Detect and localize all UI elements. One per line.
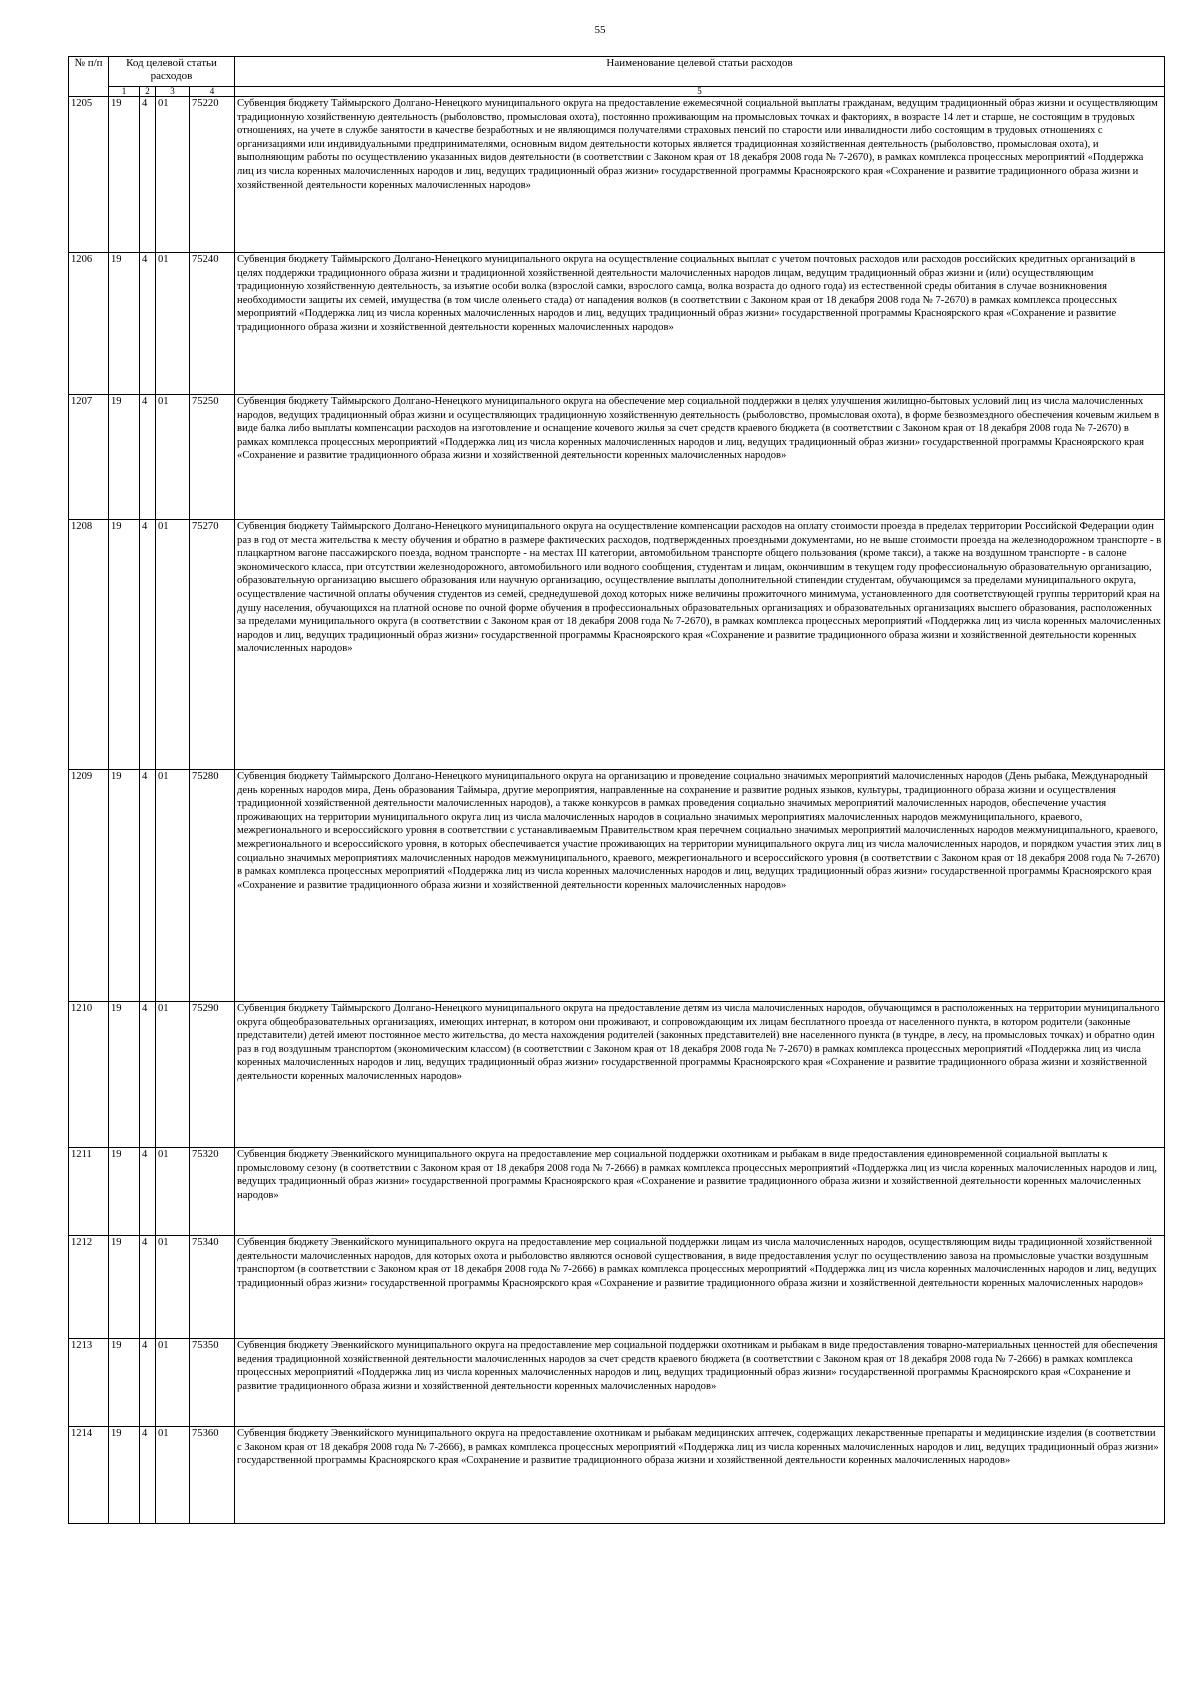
row-number: 1211	[69, 1148, 109, 1236]
row-code-c2: 4	[140, 1427, 156, 1524]
row-code-c3: 01	[156, 1148, 190, 1236]
row-code-c4: 75320	[190, 1148, 235, 1236]
row-description: Субвенция бюджету Таймырского Долгано-Ненецкого муниципального округа на осуществление социальных выплат с учетом почтовых расходов или расходов российских кредитных организаций в целях поддержки традиционного образа жизни и традиционной хозяйственной деятельности малочисленных народов лицам, ведущим традиционный образ жизни и (или) осуществляющим традиционную хозяйственную деятельность, за изъятие особи волка (взрослой самки, взрослого самца, волка возраста до одного года) из естественной среды обитания в случае возникновения необходимости защиты их семей, имущества (в том числе оленьего стада) от нападения волков (в соответствии с Законом края от 18 декабря 2008 года № 7-2670) в рамках комплекса процессных мероприятий «Поддержка лиц из числа коренных малочисленных народов и лиц, ведущих традиционный образ жизни» государственной программы Красноярского края «Сохранение и развитие традиционного образа жизни и хозяйственной деятельности коренных малочисленных народов»	[235, 253, 1165, 395]
table-row	[69, 253, 1165, 395]
row-code-c3: 01	[156, 770, 190, 1002]
header-num: № п/п	[69, 57, 109, 97]
row-code-c3: 01	[156, 1427, 190, 1524]
row-number: 1208	[69, 520, 109, 770]
row-code-c1: 19	[109, 97, 140, 253]
row-number: 1209	[69, 770, 109, 1002]
row-code-c1: 19	[109, 770, 140, 1002]
row-code-c3: 01	[156, 97, 190, 253]
row-code-c3: 01	[156, 1339, 190, 1427]
table-row	[69, 520, 1165, 770]
row-code-c1: 19	[109, 520, 140, 770]
row-code-c2: 4	[140, 253, 156, 395]
row-code-c2: 4	[140, 97, 156, 253]
row-code-c3: 01	[156, 395, 190, 520]
row-number: 1214	[69, 1427, 109, 1524]
row-description: Субвенция бюджету Таймырского Долгано-Ненецкого муниципального округа на организацию и проведение социально значимых мероприятий малочисленных народов (День рыбака, Международный день коренных народов мира, День образования Таймыра, другие мероприятия, направленные на сохранение и развитие родных языков, культуры, традиционного образа жизни и осуществления традиционной хозяйственной деятельности малочисленных народов), а также конкурсов в рамках проведения социально значимых мероприятий малочисленных народов, обеспечение участия проживающих на территории муниципального округа лиц из числа малочисленных народов в социально значимых мероприятиях малочисленных народов межмуниципального, краевого, межрегионального и всероссийского уровня в соответствии с устанавливаемым Правительством края перечнем социально значимых мероприятий малочисленных народов межмуниципального, краевого, межрегионального и всероссийского уровня, в которых обеспечивается участие проживающих на территории муниципального округа лиц из числа малочисленных народов, и порядком участия этих лиц в социально значимых мероприятиях малочисленных народов межмуниципального, краевого, межрегионального и всероссийского уровня (в соответствии с Законом края от 18 декабря 2008 года № 7-2670) в рамках комплекса процессных мероприятий «Поддержка лиц из числа коренных малочисленных народов и лиц, ведущих традиционный образ жизни» государственной программы Красноярского края «Сохранение и развитие традиционного образа жизни и хозяйственной деятельности коренных малочисленных народов»	[235, 770, 1165, 1002]
row-description: Субвенция бюджету Таймырского Долгано-Ненецкого муниципального округа на предоставление детям из числа малочисленных народов, обучающимся в расположенных на территории муниципального округа общеобразовательных организациях, имеющих интернат, в котором они проживают, и сопровождающим их лицам бесплатного проезда от населенного пункта, в котором родители (законные представители) детей имеют постоянное место жительства, до места нахождения родителей (законных представителей) вне населенного пункта (в тундре, в лесу, на промысловых точках) и обратно один раз в год воздушным транспортом (экономическим классом) (в соответствии с Законом края от 18 декабря 2008 года № 7-2670) в рамках комплекса процессных мероприятий «Поддержка лиц из числа коренных малочисленных народов и лиц, ведущих традиционный образ жизни» государственной программы Красноярского края «Сохранение и развитие традиционного образа жизни и хозяйственной деятельности коренных малочисленных народов»	[235, 1002, 1165, 1148]
row-number: 1213	[69, 1339, 109, 1427]
page-number: 55	[594, 24, 606, 36]
row-code-c2: 4	[140, 1148, 156, 1236]
row-code-c3: 01	[156, 1002, 190, 1148]
table-row	[69, 1002, 1165, 1148]
index-label: 2	[140, 87, 156, 97]
row-code-c4: 75250	[190, 395, 235, 520]
row-description: Субвенция бюджету Эвенкийского муниципального округа на предоставление охотникам и рыбакам медицинских аптечек, содержащих лекарственные препараты и медицинские изделия (в соответствии с Законом края от 18 декабря 2008 года № 7-2666), в рамках комплекса процессных мероприятий «Поддержка лиц из числа коренных малочисленных народов и лиц, ведущих традиционный образ жизни» государственной программы Красноярского края «Сохранение и развитие традиционного образа жизни и хозяйственной деятельности коренных малочисленных народов»	[235, 1427, 1165, 1524]
table-row	[69, 97, 1165, 253]
row-code-c1: 19	[109, 1002, 140, 1148]
row-description: Субвенция бюджету Таймырского Долгано-Ненецкого муниципального округа на предоставление ежемесячной социальной выплаты гражданам, ведущим традиционный образ жизни и осуществляющим традиционную хозяйственную деятельность (рыболовство, промысловая охота), постоянно проживающим на промысловых точках и факториях, в возрасте 14 лет и старше, не состоящим в трудовых отношениях, на учете в службе занятости в качестве безработных и не являющимся получателями страховых пенсий по старости или инвалидности либо состоящим в трудовых отношениях с организациями или индивидуальными предпринимателями, основным видом деятельности которых является традиционная хозяйственная деятельность (рыболовство, промысловая охота), и выполняющим работы по осуществлению указанных видов деятельности (в соответствии с Законом края от 18 декабря 2008 года № 7-2670), в рамках комплекса процессных мероприятий «Поддержка лиц из числа коренных малочисленных народов и лиц, ведущих традиционный образ жизни» государственной программы Красноярского края «Сохранение и развитие традиционного образа жизни и хозяйственной деятельности коренных малочисленных народов»	[235, 97, 1165, 253]
table-row	[69, 1236, 1165, 1339]
index-label: 4	[190, 87, 235, 97]
index-row	[69, 87, 1165, 97]
row-code-c3: 01	[156, 520, 190, 770]
header-code: Код целевой статьи расходов	[109, 57, 235, 87]
row-code-c1: 19	[109, 1339, 140, 1427]
row-description: Субвенция бюджету Эвенкийского муниципального округа на предоставление мер социальной поддержки охотникам и рыбакам в виде предоставления товарно-материальных ценностей для обеспечения ведения традиционной хозяйственной деятельности малочисленных народов за счет средств краевого бюджета (в соответствии с Законом края от 18 декабря 2008 года № 7-2666) в рамках комплекса процессных мероприятий «Поддержка лиц из числа коренных малочисленных народов и лиц, ведущих традиционный образ жизни» государственной программы Красноярского края «Сохранение и развитие традиционного образа жизни и хозяйственной деятельности коренных малочисленных народов»	[235, 1339, 1165, 1427]
row-code-c3: 01	[156, 253, 190, 395]
table-row	[69, 1427, 1165, 1524]
row-code-c1: 19	[109, 395, 140, 520]
row-description: Субвенция бюджету Таймырского Долгано-Ненецкого муниципального округа на осуществление компенсации расходов на оплату стоимости проезда в пределах территории Российской Федерации один раз в год от места жительства к месту обучения и обратно в размере фактических расходов, подтвержденных проездными документами, но не выше стоимости проезда на железнодорожном транспорте - в плацкартном вагоне пассажирского поезда, водном транспорте - на местах III категории, автомобильном транспорте общего пользования (кроме такси), а также на воздушном транспорте - в салоне экономического класса, при отсутствии железнодорожного, автомобильного или водного сообщения, студентам и лицам, окончившим в текущем году профессиональную образовательную организацию, образовательную организацию высшего образования или научную организацию, осуществление выплаты дополнительной стипендии студентам, обучающимся за пределами муниципального округа, осуществление частичной оплаты обучения студентов из семей, среднедушевой доход которых ниже величины прожиточного минимума, установленного для соответствующей группы территорий края на душу населения, обучающихся на платной основе по очной форме обучения в профессиональных образовательных организациях и образовательных организациях высшего образования, расположенных за пределами муниципального округа (в соответствии с Законом края от 18 декабря 2008 года № 7-2670), в рамках комплекса процессных мероприятий «Поддержка лиц из числа коренных малочисленных народов и лиц, ведущих традиционный образ жизни» государственной программы Красноярского края «Сохранение и развитие традиционного образа жизни и хозяйственной деятельности коренных малочисленных народов»	[235, 520, 1165, 770]
table-row	[69, 395, 1165, 520]
index-label: 3	[156, 87, 190, 97]
row-number: 1212	[69, 1236, 109, 1339]
row-number: 1207	[69, 395, 109, 520]
row-code-c4: 75360	[190, 1427, 235, 1524]
row-number: 1210	[69, 1002, 109, 1148]
row-number: 1205	[69, 97, 109, 253]
row-description: Субвенция бюджету Эвенкийского муниципального округа на предоставление мер социальной поддержки охотникам и рыбакам в виде предоставления единовременной социальной выплаты к промысловому сезону (в соответствии с Законом края от 18 декабря 2008 года № 7-2666) в рамках комплекса процессных мероприятий «Поддержка лиц из числа коренных малочисленных народов и лиц, ведущих традиционный образ жизни» государственной программы Красноярского края «Сохранение и развитие традиционного образа жизни и хозяйственной деятельности коренных малочисленных народов»	[235, 1148, 1165, 1236]
row-code-c4: 75340	[190, 1236, 235, 1339]
row-code-c2: 4	[140, 520, 156, 770]
budget-table	[68, 56, 1165, 1524]
table-row	[69, 1148, 1165, 1236]
row-code-c2: 4	[140, 1236, 156, 1339]
row-code-c1: 19	[109, 1427, 140, 1524]
index-label: 1	[109, 87, 140, 97]
row-code-c2: 4	[140, 395, 156, 520]
row-code-c4: 75290	[190, 1002, 235, 1148]
row-code-c2: 4	[140, 1002, 156, 1148]
row-description: Субвенция бюджету Эвенкийского муниципального округа на предоставление мер социальной поддержки лицам из числа малочисленных народов, осуществляющим виды традиционной хозяйственной деятельности малочисленных народов, для которых охота и рыболовство являются основой существования, в виде предоставления услуг по осуществлению завоза на промысловые участки воздушным транспортом (в соответствии с Законом края от 18 декабря 2008 года № 7-2666) в рамках комплекса процессных мероприятий «Поддержка лиц из числа коренных малочисленных народов и лиц, ведущих традиционный образ жизни» государственной программы Красноярского края «Сохранение и развитие традиционного образа жизни и хозяйственной деятельности коренных малочисленных народов»	[235, 1236, 1165, 1339]
row-code-c4: 75350	[190, 1339, 235, 1427]
row-code-c2: 4	[140, 1339, 156, 1427]
row-code-c1: 19	[109, 253, 140, 395]
table-row	[69, 770, 1165, 1002]
row-code-c4: 75270	[190, 520, 235, 770]
row-code-c4: 75280	[190, 770, 235, 1002]
row-code-c3: 01	[156, 1236, 190, 1339]
row-code-c1: 19	[109, 1148, 140, 1236]
row-code-c1: 19	[109, 1236, 140, 1339]
header-row	[69, 57, 1165, 87]
table-row	[69, 1339, 1165, 1427]
row-code-c2: 4	[140, 770, 156, 1002]
row-number: 1206	[69, 253, 109, 395]
row-code-c4: 75240	[190, 253, 235, 395]
header-name: Наименование целевой статьи расходов	[235, 57, 1165, 87]
row-description: Субвенция бюджету Таймырского Долгано-Ненецкого муниципального округа на обеспечение мер социальной поддержки в целях улучшения жилищно-бытовых условий лиц из числа малочисленных народов, ведущих традиционный образ жизни и осуществляющих традиционную хозяйственную деятельность (рыболовство, промысловая охота), в форме безвозмездного обеспечения кочевым жильем в виде балка либо выплаты компенсации расходов на изготовление и оснащение кочевого жилья за счет средств краевого бюджета (в соответствии с Законом края от 18 декабря 2008 года № 7-2670) в рамках комплекса процессных мероприятий «Поддержка лиц из числа коренных малочисленных народов и лиц, ведущих традиционный образ жизни» государственной программы Красноярского края «Сохранение и развитие традиционного образа жизни и хозяйственной деятельности коренных малочисленных народов»	[235, 395, 1165, 520]
row-code-c4: 75220	[190, 97, 235, 253]
index-label: 5	[235, 87, 1165, 97]
